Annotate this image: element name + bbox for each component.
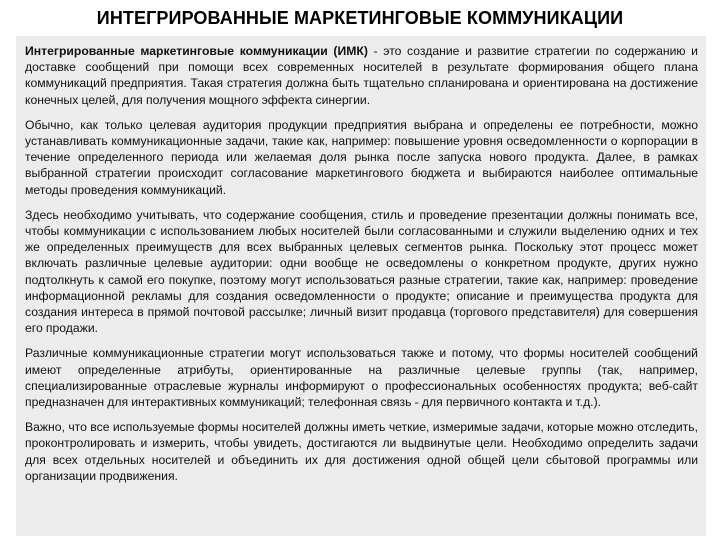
paragraph-message-consistency: Здесь необходимо учитывать, что содержание сообщения, стиль и проведение презентации должны понимать все, чтобы коммуникации с использованием любых носителей были согласованными и служили выделению одних и тех же определенных преимуществ для всех выбранных целевых сегментов рынка. Поскольку этот процесс может включать различные целевые аудитории: одни вообще не осведомлены о конкретном продукте, других нужно подтолкнуть к самой его покупке, поэтому могут использоваться разные стратегии, такие как, например: проведение информационной рекламы для создания осведомленности о продукте; описание и преимущества продукта для создания интереса в прямой почтовой рассылке; личный визит продавца (торгового представителя) для совершения его продажи. xyxy=(25,207,698,336)
text-panel xyxy=(16,36,706,536)
intro-term: Интегрированные маркетинговые коммуникации (ИМК) xyxy=(25,44,368,58)
intro-text: - это создание и развитие стратегии по содержанию и доставке сообщений при помощи всех современных носителей в результате формирования общего плана коммуникаций предприятия. Такая стратегия должна быть тщательно спланирована и ориентирована на достижение конечных целей, для получения мощного эффекта синергии. xyxy=(25,44,698,107)
paragraph-communication-tasks: Обычно, как только целевая аудитория продукции предприятия выбрана и определены ее потребности, можно устанавливать коммуникационные задачи, такие как, например: повышение уровня осведомленности о корпорации в течение определенного периода или желаемая доля рынка после запуска нового продукта. Далее, в рамках выбранной стратегии происходит согласование маркетингового бюджета и выбираются наиболее оптимальные методы проведения коммуникаций. xyxy=(25,117,698,197)
paragraph-media-strategies: Различные коммуникационные стратегии могут использоваться также и потому, что формы носителей сообщений имеют определенные атрибуты, ориентированные на различные целевые группы (так, например, специализированные отраслевые журналы информируют о профессиональных особенностях продукта; веб-сайт предназначен для интерактивных коммуникаций; телефонная связь - для первичного контакта и т.д.). xyxy=(25,346,698,410)
slide-title: ИНТЕГРИРОВАННЫЕ МАРКЕТИНГОВЫЕ КОММУНИКАЦИИ xyxy=(96,8,624,28)
paragraph-measurable-goals: Важно, что все используемые формы носителей должны иметь четкие, измеримые задачи, которые можно отследить, проконтролировать и измерить, чтобы увидеть, достигаются ли выдвинутые цели. Необходимо определить задачи для всех отдельных носителей и объединить их для достижения одной общей цели сбытовой программы или организации продвижения. xyxy=(25,420,698,483)
intro-paragraph xyxy=(25,43,698,108)
